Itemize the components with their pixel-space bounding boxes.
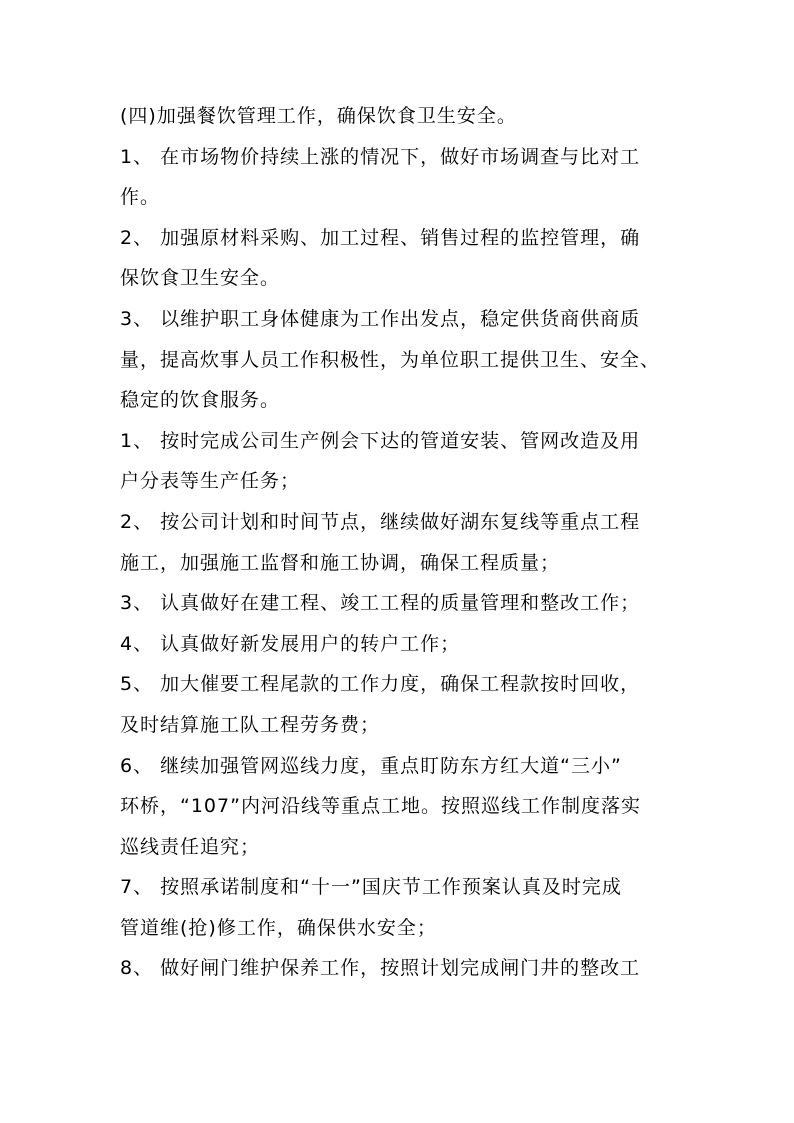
text-line: 环桥，“107”内河沿线等重点工地。按照巡线工作制度落实 <box>120 795 641 818</box>
document-body <box>120 96 680 989</box>
text-line: 7、 按照承诺制度和“十一”国庆节工作预案认真及时完成 <box>120 876 622 899</box>
text-line: 1、 按时完成公司生产例会下达的管道安装、管网改造及用 <box>120 429 641 452</box>
text-line: 2、 按公司计划和时间节点，继续做好湖东复线等重点工程 <box>120 510 641 533</box>
text-line: 5、 加大催要工程尾款的工作力度，确保工程款按时回收， <box>120 673 641 696</box>
section-heading: (四)加强餐饮管理工作，确保饮食卫生安全。 <box>120 105 517 127</box>
text-line: 保饮食卫生安全。 <box>120 267 281 290</box>
text-line: 6、 继续加强管网巡线力度，重点盯防东方红大道“三小” <box>120 754 622 777</box>
text-line: 管道维(抢)修工作，确保供水安全； <box>120 916 437 939</box>
text-line: 及时结算施工队工程劳务费； <box>120 713 381 736</box>
text-line: 施工，加强施工监督和施工协调，确保工程质量； <box>120 551 561 574</box>
text-line: 作。 <box>120 186 161 209</box>
text-line: 量，提高炊事人员工作积极性，为单位职工提供卫生、安全、 <box>120 348 661 371</box>
text-line: 户分表等生产任务； <box>120 470 301 493</box>
text-line: 3、 以维护职工身体健康为工作出发点，稳定供货商供商质 <box>120 307 641 330</box>
text-line: 8、 做好闸门维护保养工作，按照计划完成闸门井的整改工 <box>120 957 641 980</box>
text-line: 1、 在市场物价持续上涨的情况下，做好市场调查与比对工 <box>120 145 641 168</box>
text-line: 稳定的饮食服务。 <box>120 389 281 412</box>
text-line: 3、 认真做好在建工程、竣工工程的质量管理和整改工作； <box>120 592 641 615</box>
text-line: 2、 加强原材料采购、加工过程、销售过程的监控管理，确 <box>120 226 641 249</box>
text-line: 4、 认真做好新发展用户的转户工作； <box>120 632 461 655</box>
text-line: 巡线责任追究； <box>120 835 261 858</box>
